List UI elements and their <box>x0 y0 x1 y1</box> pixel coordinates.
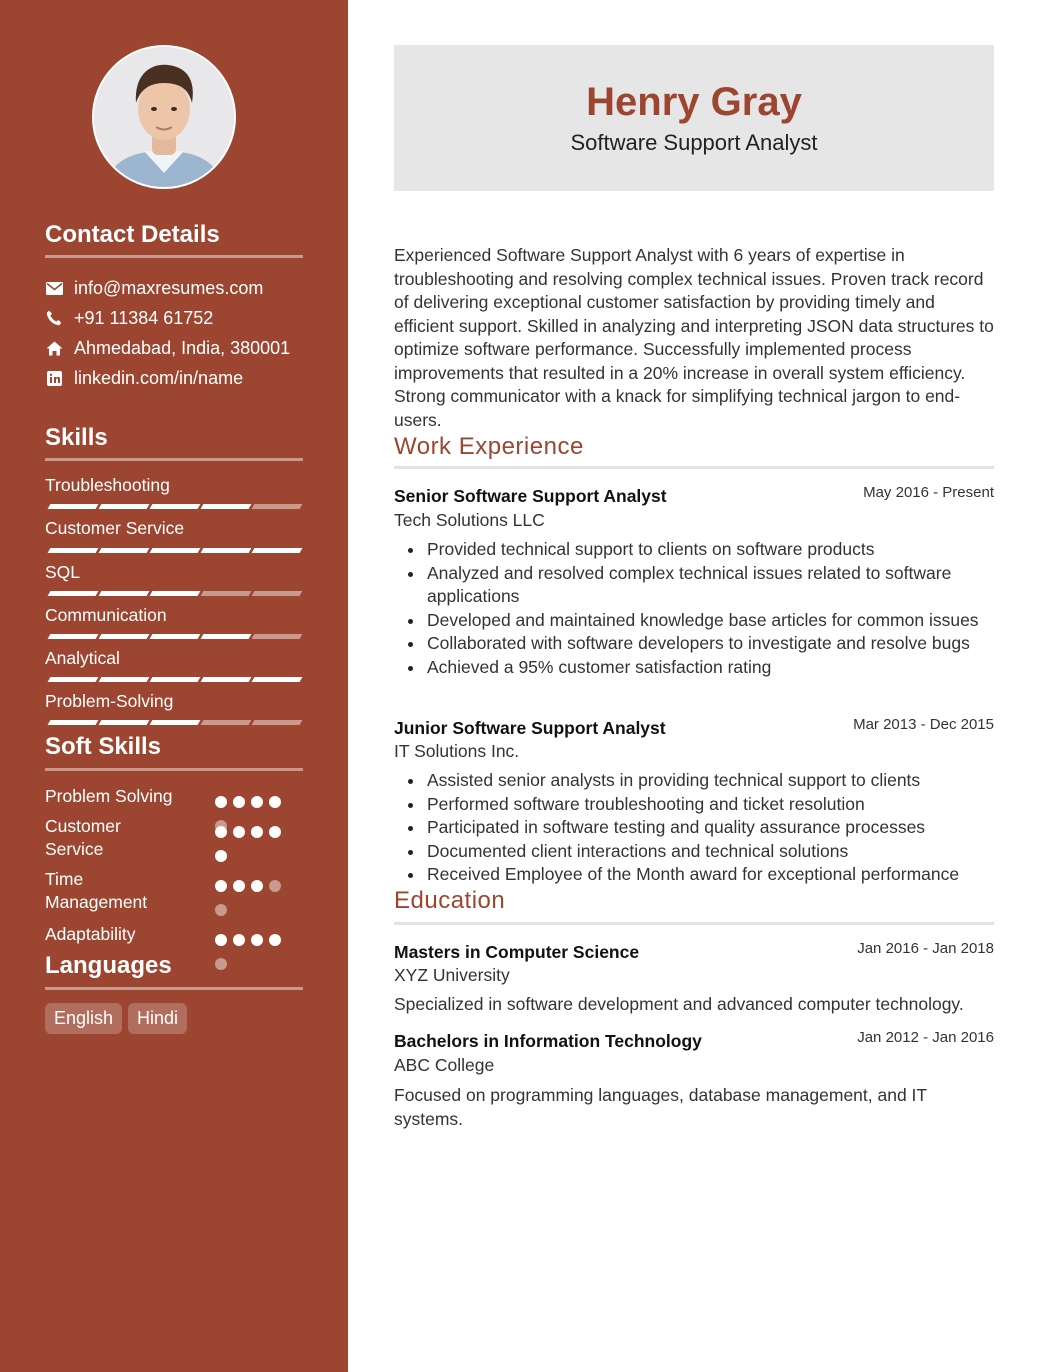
soft-skill-rating-dot <box>215 934 227 946</box>
job-bullets <box>394 538 1027 679</box>
skill-level-segment <box>48 548 99 553</box>
degree-description: Focused on programming languages, database management, and IT systems. <box>394 1085 927 1129</box>
soft-skill-rating-dot <box>251 880 263 892</box>
skill-level-bar <box>45 504 303 510</box>
job-bullet: Performed software troubleshooting and ticket resolution <box>427 793 1027 817</box>
skill-level-segment <box>48 720 99 725</box>
degree-school: XYZ University <box>394 965 510 985</box>
language-tag: English <box>45 1003 122 1034</box>
profile-summary: Experienced Software Support Analyst with 6 years of expertise in troubleshooting and resolving complex technical issues. Proven track record of delivering exceptional customer satisfaction by providing timely and efficient support. Skilled in analyzing and interpreting JSON data structures to optimize software performance. Successfully implemented process improvements that resulted in a 20% increase in overall system efficiency. Strong communicator with a knack for simplifying technical jargon to end-users. <box>394 245 994 430</box>
languages-divider <box>45 987 303 990</box>
job-bullet: Developed and maintained knowledge base articles for common issues <box>427 609 1027 633</box>
language-tag: Hindi <box>128 1003 187 1034</box>
phone-icon <box>45 309 63 327</box>
skill-name: Communication <box>45 605 167 625</box>
contact-email[interactable] <box>45 276 263 300</box>
education-divider <box>394 922 994 925</box>
skill-level-segment <box>99 634 150 639</box>
job-title: Junior Software Support Analyst <box>394 718 666 738</box>
skill-name: SQL <box>45 562 81 582</box>
job-bullet: Collaborated with software developers to investigate and resolve bugs <box>427 632 1027 656</box>
skill-name: Customer Service <box>45 518 185 538</box>
soft-skill-name: Time Management <box>45 869 148 912</box>
skill-level-segment <box>150 720 201 725</box>
education-heading: Education <box>394 887 506 914</box>
skill-level-segment <box>99 504 150 509</box>
degree-dates: Jan 2012 - Jan 2016 <box>857 1029 994 1046</box>
soft-skill-rating-dot <box>215 826 227 838</box>
contact-linkedin[interactable] <box>45 366 243 390</box>
job-bullet: Analyzed and resolved complex technical issues related to software applications <box>427 562 1027 609</box>
soft-skill-rating-dot <box>269 796 281 808</box>
contact-heading: Contact Details <box>45 221 220 248</box>
candidate-name: Henry Gray <box>586 80 802 124</box>
skill-name: Analytical <box>45 648 120 668</box>
skill-level-segment <box>48 677 99 682</box>
contact-divider <box>45 255 303 258</box>
soft-skills-divider <box>45 768 303 771</box>
skill-level-segment <box>99 548 150 553</box>
contact-phone[interactable] <box>45 306 213 330</box>
avatar <box>92 45 236 189</box>
degree-title: Bachelors in Information Technology <box>394 1031 702 1051</box>
home-icon <box>45 339 63 357</box>
skill-level-bar <box>45 591 303 597</box>
skill-level-segment <box>252 634 303 639</box>
skill-level-segment <box>99 720 150 725</box>
skill-name: Problem-Solving <box>45 691 174 711</box>
soft-skill-rating-dot <box>215 904 227 916</box>
skill-level-segment <box>150 504 201 509</box>
job-bullet: Achieved a 95% customer satisfaction rating <box>427 656 1027 680</box>
skill-level-segment <box>201 677 252 682</box>
job-bullet: Assisted senior analysts in providing technical support to clients <box>427 769 1027 793</box>
contact-address <box>45 336 290 360</box>
skill-level-segment <box>99 677 150 682</box>
soft-skill-rating-dot <box>215 850 227 862</box>
skill-level-segment <box>252 504 303 509</box>
soft-skill-rating-dot <box>233 796 245 808</box>
soft-skill-rating-dot <box>215 796 227 808</box>
job-company: IT Solutions Inc. <box>394 741 520 761</box>
skill-level-segment <box>252 720 303 725</box>
skills-divider <box>45 458 303 461</box>
skill-level-segment <box>48 634 99 639</box>
soft-skill-rating-dot <box>215 880 227 892</box>
languages-heading: Languages <box>45 952 172 979</box>
job-title: Senior Software Support Analyst <box>394 486 667 506</box>
skill-level-bar <box>45 677 303 683</box>
job-bullet: Received Employee of the Month award for exceptional performance <box>427 863 1027 887</box>
linkedin-icon <box>45 369 63 387</box>
skill-level-segment <box>150 548 201 553</box>
soft-skill-name: Problem Solving <box>45 786 173 806</box>
skill-level-segment <box>201 591 252 596</box>
skill-level-segment <box>48 504 99 509</box>
sidebar <box>0 0 348 1372</box>
contact-email-text: info@maxresumes.com <box>74 277 264 298</box>
contact-address-text: Ahmedabad, India, 380001 <box>74 337 291 358</box>
skill-level-bar <box>45 720 303 726</box>
soft-skill-name: Customer Service <box>45 816 121 859</box>
soft-skill-rating-dot <box>233 826 245 838</box>
degree-school: ABC College <box>394 1055 495 1075</box>
skill-level-segment <box>150 677 201 682</box>
skill-level-segment <box>150 591 201 596</box>
skill-level-bar <box>45 634 303 640</box>
work-experience-heading: Work Experience <box>394 433 584 460</box>
job-bullets <box>394 769 1027 887</box>
soft-skill-rating-dot <box>269 826 281 838</box>
degree-dates: Jan 2016 - Jan 2018 <box>857 940 994 957</box>
job-dates: Mar 2013 - Dec 2015 <box>853 716 994 733</box>
degree-title: Masters in Computer Science <box>394 942 640 962</box>
skill-level-segment <box>99 591 150 596</box>
soft-skill-name: Adaptability <box>45 924 136 944</box>
work-experience-divider <box>394 466 994 469</box>
degree-description: Specialized in software development and advanced computer technology. <box>394 994 964 1014</box>
job-bullet: Documented client interactions and technical solutions <box>427 840 1027 864</box>
skill-level-segment <box>201 548 252 553</box>
soft-skill-rating-dot <box>233 880 245 892</box>
soft-skill-rating-dot <box>233 934 245 946</box>
job-company: Tech Solutions LLC <box>394 510 545 530</box>
skill-name: Troubleshooting <box>45 475 170 495</box>
skill-level-segment <box>201 504 252 509</box>
skill-level-bar <box>45 548 303 554</box>
candidate-title: Software Support Analyst <box>570 130 818 155</box>
soft-skill-rating-dot <box>251 826 263 838</box>
soft-skill-rating-dot <box>251 934 263 946</box>
job-bullet: Provided technical support to clients on software products <box>427 538 1027 562</box>
skill-level-segment <box>48 591 99 596</box>
skills-heading: Skills <box>45 424 108 451</box>
skill-level-segment <box>201 720 252 725</box>
envelope-icon <box>45 279 63 297</box>
skill-level-segment <box>252 591 303 596</box>
soft-skill-rating-dot <box>269 934 281 946</box>
contact-linkedin-text: linkedin.com/in/name <box>74 367 244 388</box>
job-bullet: Participated in software testing and quality assurance processes <box>427 816 1027 840</box>
contact-phone-text: +91 11384 61752 <box>74 307 214 328</box>
soft-skills-heading: Soft Skills <box>45 733 162 760</box>
skill-level-segment <box>252 677 303 682</box>
skill-level-segment <box>150 634 201 639</box>
skill-level-segment <box>201 634 252 639</box>
soft-skill-rating-dot <box>269 880 281 892</box>
soft-skill-rating-dot <box>251 796 263 808</box>
job-dates: May 2016 - Present <box>863 484 994 501</box>
skill-level-segment <box>252 548 303 553</box>
profile-photo <box>94 47 234 187</box>
